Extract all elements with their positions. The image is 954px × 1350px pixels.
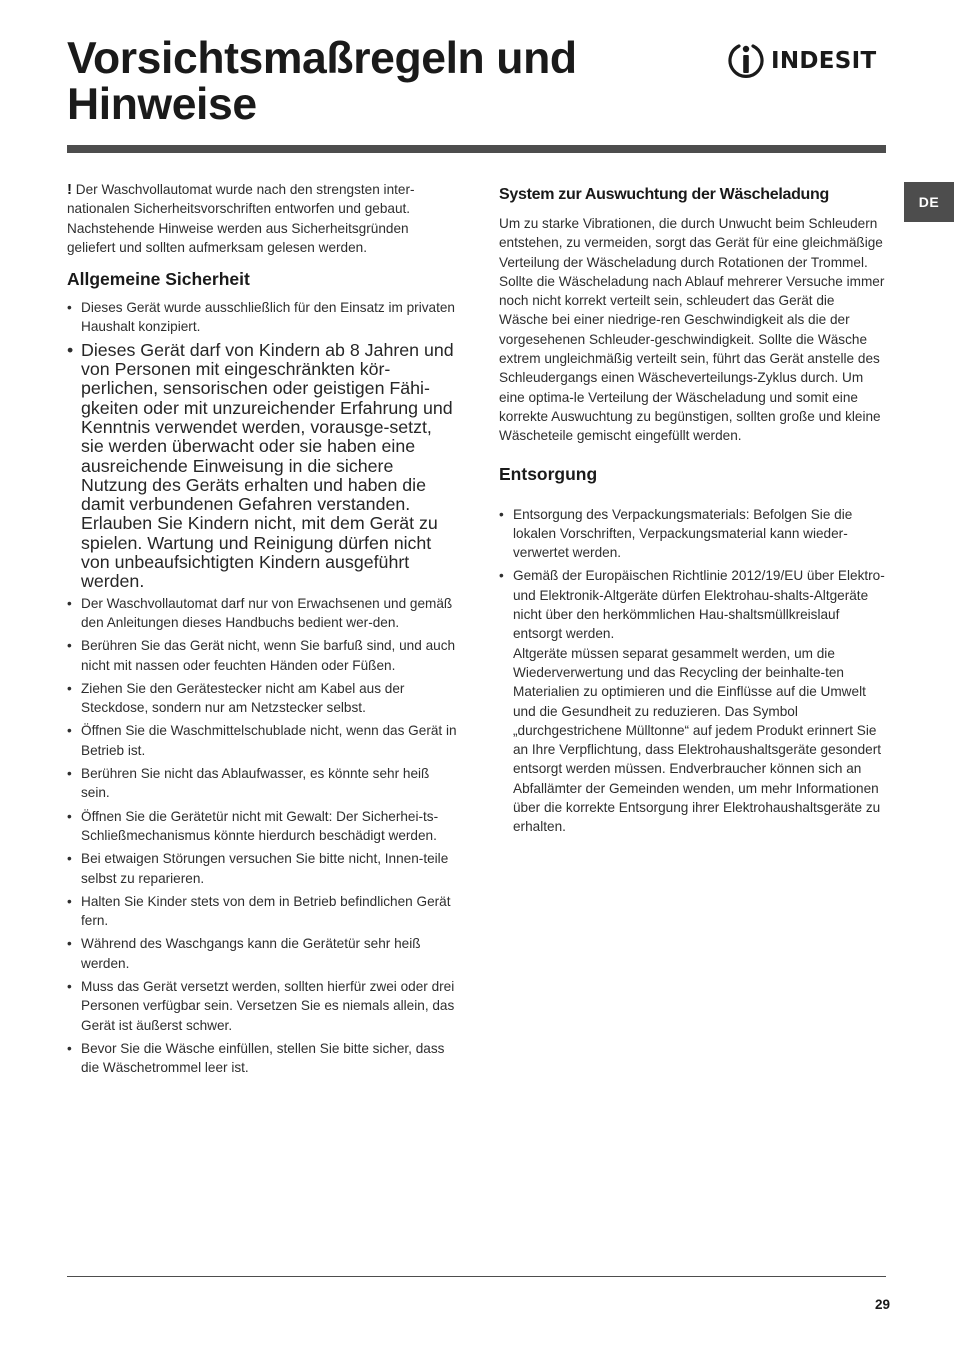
intro-text: Der Waschvollautomat wurde nach den strengsten inter-nationalen Sicherheitsvorschriften entworfen und gebaut. Nachstehende Hinweise werden aus Sicherheitsgründen geliefert und sollten aufmerksam gelesen werden. bbox=[67, 182, 415, 255]
list-item: • Berühren Sie nicht das Ablaufwasser, es könnte sehr heiß sein. bbox=[67, 764, 457, 803]
general-safety-heading: Allgemeine Sicherheit bbox=[67, 269, 250, 290]
list-item: • Dieses Gerät darf von Kindern ab 8 Jahren und von Personen mit eingeschränkten kör-perlichen, sensorischen oder geistigen Fähi-gkeiten oder mit unzureichender Erfahrung und Kenntnis verwendet werden, vorausge-setzt, sie werden überwacht oder sie haben eine ausreichende Einweisung in die sichere Nutzung des Geräts erhalten und haben die damit verbundenen Gefahren verstanden. Erlauben Sie Kindern nicht, mit dem Gerät zu spielen. Wartung und Reinigung dürfen nicht von unbeaufsichtigten Kindern ausgeführt werden. bbox=[67, 341, 457, 592]
warning-mark: ! bbox=[67, 181, 72, 198]
intro-paragraph bbox=[67, 180, 457, 257]
left-column bbox=[67, 180, 457, 1081]
list-item: • Während des Waschgangs kann die Gerätetür sehr heiß werden. bbox=[67, 934, 457, 973]
indesit-logo-icon bbox=[726, 40, 766, 82]
brand-logo bbox=[726, 40, 888, 82]
brand-name: INDESIT bbox=[771, 47, 877, 74]
list-item: • Öffnen Sie die Gerätetür nicht mit Gewalt: Der Sicherhei-ts-Schließmechanismus könnte hierdurch beschädigt werden. bbox=[67, 807, 457, 846]
disposal-heading: Entsorgung bbox=[499, 463, 598, 484]
balancing-paragraph: Um zu starke Vibrationen, die durch Unwucht beim Schleudern entstehen, zu vermeiden, sorgt das Gerät für eine gleichmäßige Verteilung der Wäscheladung durch Rotationen der Trommel. Sollte die Wäscheladung nach Ablauf mehrerer Versuche immer noch nicht korrekt verteilt sein, schleudert das Gerät die Wäsche bei einer niedrige-ren Geschwindigkeit als die der vorgesehenen Schleuder-geschwindigkeit. Sollte die Wäsche extrem ungleichmäßig verteilt sein, führt das Gerät anstelle des Schleudergangs einen Wäscheverteilungs-Zyklus durch. Um eine optima-le Verteilung der Wäscheladung und somit eine korrekte Auswuchtung zu begünstigen, sollten große und kleine Wäscheteile gemischt eingefüllt werden. bbox=[499, 216, 885, 444]
list-item: • Öffnen Sie die Waschmittelschublade nicht, wenn das Gerät in Betrieb ist. bbox=[67, 721, 457, 760]
list-item: • Halten Sie Kinder stets von dem in Betrieb befindlichen Gerät fern. bbox=[67, 892, 457, 931]
general-safety-list bbox=[67, 298, 457, 1077]
header-divider bbox=[67, 145, 886, 153]
language-tab: DE bbox=[904, 182, 954, 222]
right-column bbox=[499, 180, 887, 841]
page-number: 29 bbox=[874, 1297, 890, 1312]
page-title: Vorsichtsmaßregeln und Hinweise bbox=[67, 34, 577, 129]
list-item: • Gemäß der Europäischen Richtlinie 2012/19/EU über Elektro- und Elektronik-Altgeräte dürfen Elektrohau-shalts-Altgeräte nicht über den herkömmlichen Hau-shaltsmüllkreislauf entsorgt werden. Altgeräte müssen separat gesammelt werden, um die Wiederverwertung und das Recycling der beinhalte-ten Materialien zu optimieren und die Einflüsse auf die Umwelt und die Gesundheit zu reduzieren. Das Symbol „durchgestrichene Mülltonne“ auf jedem Produkt erinnert Sie an Ihre Verpflichtung, dass Elektrohaushaltsgeräte gesondert entsorgt werden müssen. Endverbraucher können sich an Abfallämter der Gemeinden wenden, um mehr Informationen über die korrekte Entsorgung ihrer Elektrohaushaltsgeräte zu erhalten. bbox=[499, 566, 887, 836]
list-item: • Bevor Sie die Wäsche einfüllen, stellen Sie bitte sicher, dass die Wäschetrommel leer ist. bbox=[67, 1039, 457, 1078]
disposal-list bbox=[499, 505, 887, 837]
balancing-heading: System zur Auswuchtung der Wäscheladung bbox=[499, 186, 829, 203]
list-item: • Ziehen Sie den Gerätestecker nicht am Kabel aus der Steckdose, sondern nur am Netzstecker selbst. bbox=[67, 679, 457, 718]
list-item: • Berühren Sie das Gerät nicht, wenn Sie barfuß sind, und auch nicht mit nassen oder feuchten Händen oder Füßen. bbox=[67, 636, 457, 675]
list-item: • Entsorgung des Verpackungsmaterials: Befolgen Sie die lokalen Vorschriften, Verpackungsmaterial kann wieder-verwertet werden. bbox=[499, 505, 887, 563]
footer-divider bbox=[67, 1276, 886, 1277]
list-item: • Dieses Gerät wurde ausschließlich für den Einsatz im privaten Haushalt konzipiert. bbox=[67, 298, 457, 337]
list-item: • Der Waschvollautomat darf nur von Erwachsenen und gemäß den Anleitungen dieses Handbuchs bedient wer-den. bbox=[67, 594, 457, 633]
list-item: • Bei etwaigen Störungen versuchen Sie bitte nicht, Innen-teile selbst zu reparieren. bbox=[67, 849, 457, 888]
list-item: • Muss das Gerät versetzt werden, sollten hierfür zwei oder drei Personen verfügbar sein. Versetzen Sie es niemals allein, das Gerät ist äußerst schwer. bbox=[67, 977, 457, 1035]
